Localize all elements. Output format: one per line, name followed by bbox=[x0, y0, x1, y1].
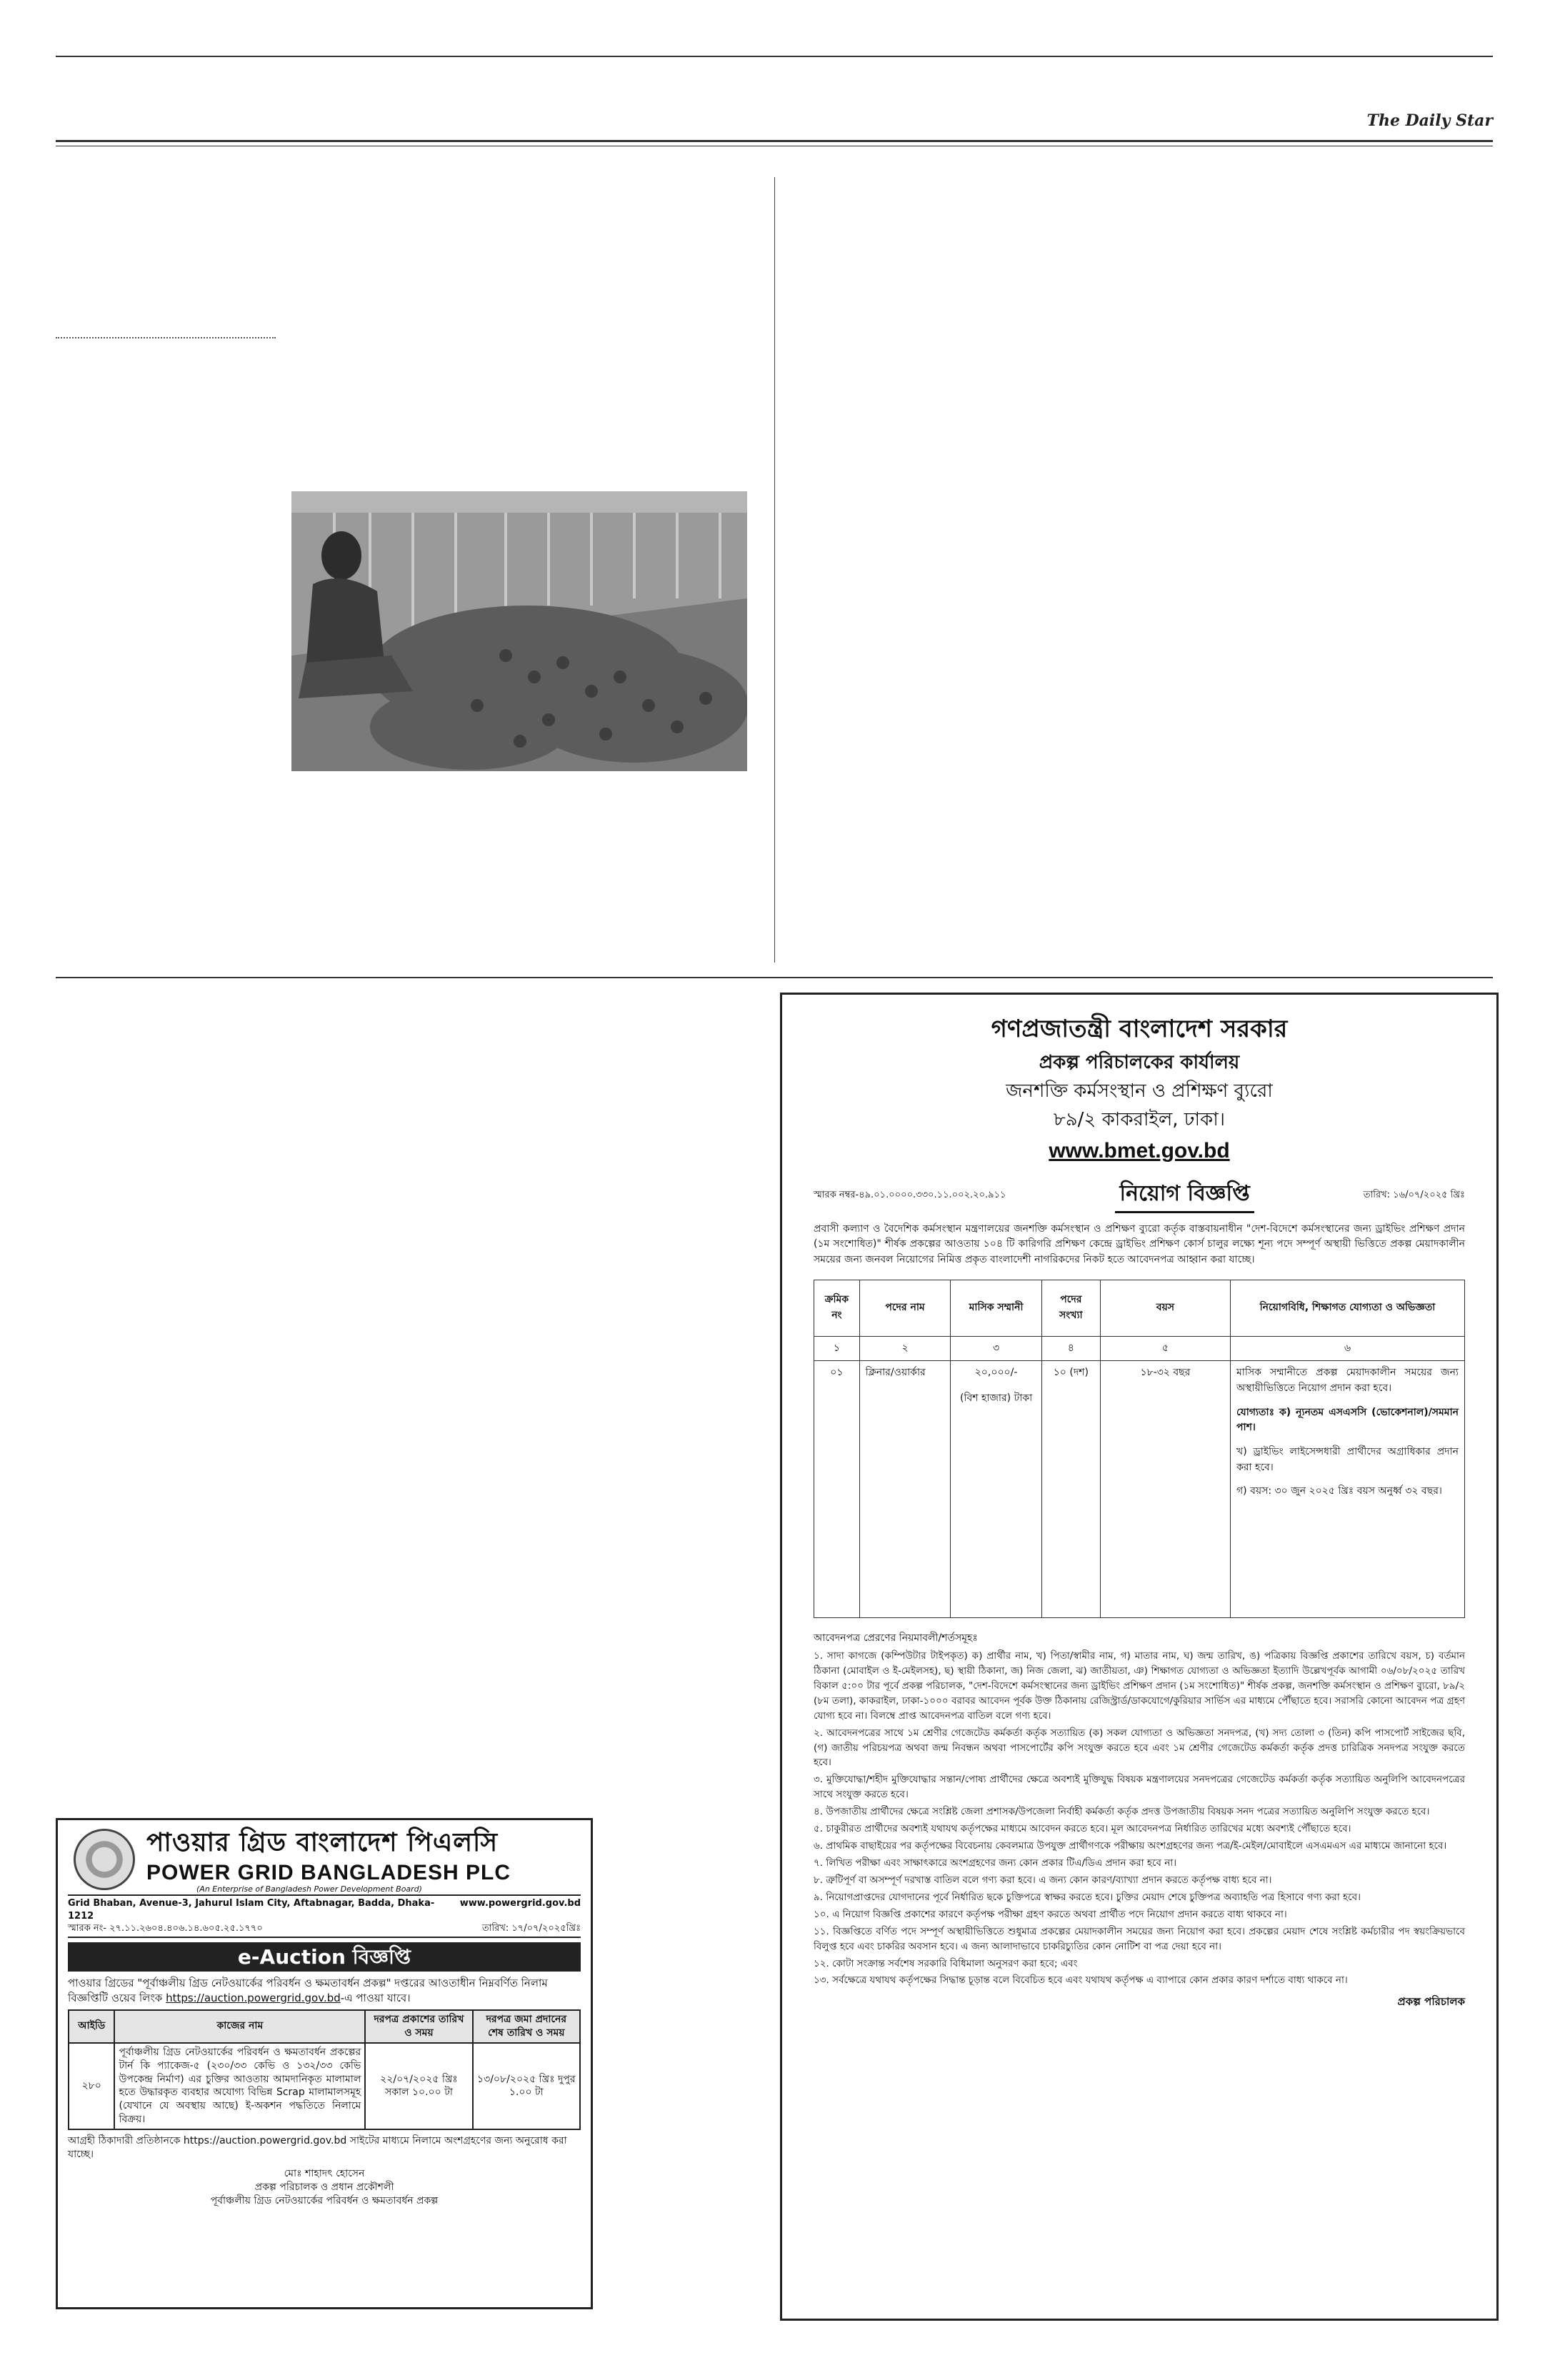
bmet-pay-words: (বিশ হাজার) টাকা bbox=[959, 1392, 1033, 1405]
bmet-col-pay: মাসিক সম্মানী bbox=[951, 1280, 1042, 1336]
bmet-signature: প্রকল্প পরিচালক bbox=[1397, 1995, 1465, 2009]
bmet-qual-b: খ) ড্রাইভিং লাইসেন্সধারী প্রার্থীদের অগ্রাধিকার প্রদান করা হবে। bbox=[1236, 1446, 1459, 1473]
bmet-website[interactable]: www.bmet.gov.bd bbox=[1049, 1138, 1230, 1163]
power-grid-memo: স্মারক নং- ২৭.১১.২৬০৪.৪০৬.১৪.৬০৫.২৫.১৭৭০ bbox=[68, 1923, 263, 1934]
list-item: ৩. মুক্তিযোদ্ধা/শহীদ মুক্তিযোদ্ধার সন্তান/পোষ্য প্রার্থীদের ক্ষেত্রে অবশ্যই মুক্তিযুদ্ধ বিষয়ক মন্ত্রণালয়ের সনদপত্রের গেজেটেড কর্মকর্তা কর্তৃক সত্যায়িত অনুলিপি আবেদনপত্রের সাথে সংযুক্ত করতে হবে। bbox=[814, 1774, 1465, 1801]
auction-table bbox=[68, 2009, 581, 2130]
power-grid-signature bbox=[68, 2167, 581, 2208]
power-grid-footer: আগ্রহী ঠিকাদারী প্রতিষ্ঠানকে https://auction.powergrid.gov.bd সাইটের মাধ্যমে নিলামে অংশগ্রহণের জন্য অনুরোধ করা যাচ্ছে। bbox=[68, 2135, 567, 2160]
power-grid-intro-text: পাওয়ার গ্রিডের "পূর্বাঞ্চলীয় গ্রিড নেটওয়ার্কের পরিবর্ধন ও ক্ষমতাবর্ধন প্রকল্প" দপ্তরের আওতাধীন নিম্নবর্ণিত নিলাম বিজ্ঞপ্তিটি ওয়েব লিংক bbox=[68, 1977, 548, 2004]
bmet-age: ১৮-৩২ বছর bbox=[1100, 1361, 1230, 1618]
column-divider bbox=[774, 177, 775, 963]
section-rule bbox=[56, 977, 1493, 978]
bmet-rule: মাসিক সম্মানীতে প্রকল্প মেয়াদকালীন সময়ের জন্য অস্থায়ীভিত্তিতে নিয়োগ প্রদান করা হবে। bbox=[1236, 1367, 1459, 1395]
auction-deadline: ১৩/০৮/২০২৫ খ্রিঃ দুপুর ১.০০ টা bbox=[473, 2043, 580, 2129]
power-grid-website: www.powergrid.gov.bd bbox=[459, 1898, 581, 1909]
list-item: ৪. উপজাতীয় প্রার্থীদের ক্ষেত্রে সংশ্লিষ্ট জেলা প্রশাসক/উপজেলা নির্বাহী কর্মকর্তা কর্তৃক প্রদত্ত উপজাতীয় বিষয়ক সনদ পত্রের সত্যায়িত অনুলিপি সংযুক্ত করতে হবে। bbox=[814, 1806, 1430, 1818]
bmet-table-header bbox=[814, 1280, 1465, 1336]
bmet-bureau-title: জনশক্তি কর্মসংস্থান ও প্রশিক্ষণ ব্যুরো bbox=[1006, 1080, 1273, 1102]
bmet-notice-title: নিয়োগ বিজ্ঞপ্তি bbox=[1115, 1178, 1254, 1213]
power-grid-subtitle: (An Enterprise of Bangladesh Power Development Board) bbox=[196, 1884, 422, 1894]
bmet-date: তারিখ: ১৬/০৭/২০২৫ খ্রিঃ bbox=[1363, 1189, 1465, 1200]
list-item: ৭. লিখিত পরীক্ষা এবং সাক্ষাৎকারে অংশগ্রহণের জন্য কোন প্রকার টিএ/ডিএ প্রদান করা হবে না। bbox=[814, 1857, 1177, 1869]
auction-link[interactable]: https://auction.powergrid.gov.bd bbox=[166, 1991, 341, 2004]
bmet-colnum-1: ১ bbox=[814, 1336, 860, 1361]
bmet-qual-c: গ) বয়স: ৩০ জুন ২০২৫ খ্রিঃ বয়স অনুর্ধ্ব ৩২ বছর। bbox=[1236, 1485, 1442, 1497]
bmet-col-age: বয়স bbox=[1100, 1280, 1230, 1336]
power-grid-auction-ad bbox=[56, 1818, 593, 2309]
bmet-memo: স্মারক নম্বর-৪৯.০১.০০০০.৩৩০.১১.০০২.২০.৯১১ bbox=[814, 1189, 1006, 1200]
signatory-title: প্রকল্প পরিচালক ও প্রধান প্রকৌশলী bbox=[254, 2181, 394, 2193]
list-item: ৫. চাকুরীরত প্রার্থীদের অবশ্যই যথাযথ কর্তৃপক্ষের মাধ্যমে আবেদন করতে হবে। মূল আবেদনপত্র নির্ধারিত তারিখের মধ্যে অবশ্যই পৌঁছাতে হবে। bbox=[814, 1823, 1351, 1835]
power-grid-intro bbox=[68, 1976, 581, 2005]
bmet-govt-title: গণপ্রজাতন্ত্রী বাংলাদেশ সরকার bbox=[991, 1015, 1288, 1043]
power-grid-address: Grid Bhaban, Avenue-3, Jahurul Islam City, Aftabnagar, Badda, Dhaka-1212 bbox=[68, 1898, 435, 1922]
bmet-colnum-5: ৫ bbox=[1100, 1336, 1230, 1361]
bmet-pay: ২০,০০০/- bbox=[974, 1367, 1018, 1379]
power-grid-intro-end: -এ পাওয়া যাবে। bbox=[340, 1991, 411, 2004]
auction-col-publish: দরপত্র প্রকাশের তারিখ ও সময় bbox=[365, 2010, 472, 2043]
short-dotted-rule bbox=[56, 337, 276, 338]
signatory-project: পূর্বাঞ্চলীয় গ্রিড নেটওয়ার্কের পরিবর্ধন ও ক্ষমতাবর্ধন প্রকল্প bbox=[210, 2194, 439, 2206]
power-grid-ref-line bbox=[68, 1922, 581, 1938]
bmet-recruitment-ad bbox=[780, 993, 1499, 2321]
list-item: ৬. প্রাথমিক বাছাইয়ের পর কর্তৃপক্ষের বিবেচনায় কেবলমাত্র উপযুক্ত প্রার্থীগণকে পরীক্ষায় অংশগ্রহণের জন্য পত্র/ই-মেইল/মোবাইলে এসএমএস এর মাধ্যমে জানানো হবে। bbox=[814, 1840, 1447, 1852]
bmet-conditions bbox=[814, 1649, 1465, 1988]
table-row bbox=[69, 2043, 580, 2129]
power-grid-header bbox=[68, 1826, 581, 1894]
list-item: ৮. ত্রুটিপূর্ণ বা অসম্পূর্ণ দরখাস্ত বাতিল বলে গণ্য করা হবে। এ জন্য কোন কারণ/ব্যাখ্যা প্রদান করতে কর্তৃপক্ষ বাধ্য হবে না। bbox=[814, 1874, 1272, 1886]
bmet-address: ৮৯/২ কাকরাইল, ঢাকা। bbox=[1053, 1109, 1226, 1131]
bmet-col-post: পদের নাম bbox=[859, 1280, 951, 1336]
auction-col-work: কাজের নাম bbox=[114, 2010, 365, 2043]
bmet-colnum-4: ৪ bbox=[1041, 1336, 1100, 1361]
auction-table-header bbox=[69, 2010, 580, 2043]
auction-id: ২৮০ bbox=[69, 2043, 114, 2129]
table-row bbox=[814, 1361, 1465, 1618]
bmet-conditions-title: আবেদনপত্র প্রেরণের নিয়মাবলী/শর্তসমূহঃ bbox=[814, 1632, 978, 1645]
list-item: ১০. এ নিয়োগ বিজ্ঞপ্তি প্রকাশের কারণে কর্তৃপক্ষ পরীক্ষা গ্রহণ করতে অথবা প্রার্থীত পদে নিয়োগ প্রদান করতে বাধ্য থাকবে না। bbox=[814, 1908, 1287, 1920]
list-item: ১৩. সর্বক্ষেত্রে যথাযথ কর্তৃপক্ষের সিদ্ধান্ত চূড়ান্ত বলে বিবেচিত হবে এবং যথাযথ কর্তৃপক্ষ এ ব্যাপারে কোন প্রকার কারণ দর্শাতে বাধ্য থাকবে না। bbox=[814, 1974, 1348, 1987]
masthead: The Daily Star bbox=[1366, 111, 1493, 130]
power-grid-date: তারিখ: ১৭/০৭/২০২৫খ্রিঃ bbox=[481, 1923, 581, 1934]
auction-col-deadline: দরপত্র জমা প্রদানের শেষ তারিখ ও সময় bbox=[473, 2010, 580, 2043]
bmet-qual-a: যোগ্যতাঃ ক) ন্যূনতম এসএসসি (ভোকেশনাল)/সমমান পাশ। bbox=[1236, 1406, 1459, 1434]
signatory-name: মোঃ শাহাদৎ হোসেন bbox=[284, 2167, 365, 2179]
auction-work: পূর্বাঞ্চলীয় গ্রিড নেটওয়ার্কের পরিবর্ধন ও ক্ষমতাবর্ধন প্রকল্পের টার্ন কি প্যাকেজ-৫ (২৩০/৩৩ কেভি ও ১৩২/৩৩ কেভি উপকেন্দ্র নির্মাণ) এর চুক্তির আওতায় আমদানিকৃত মালামাল হতে উদ্ধারকৃত ব্যবহার অযোগ্য বিভিন্ন Scrap মালামালসমূহ (যেখানে যে অবস্থায় আছে) ই-অকশন পদ্ধতিতে নিলামে বিক্রয়। bbox=[114, 2043, 365, 2129]
bmet-meta-line bbox=[814, 1178, 1465, 1213]
quail-farm-photo bbox=[291, 491, 747, 771]
power-grid-name-en: POWER GRID BANGLADESH PLC bbox=[146, 1861, 511, 1884]
list-item: ১২. কোটা সংক্রান্ত সর্বশেষ সরকারি বিধিমালা অনুসরণ করা হবে; এবং bbox=[814, 1957, 1078, 1969]
bmet-pay-cell bbox=[951, 1361, 1042, 1618]
bmet-intro: প্রবাসী কল্যাণ ও বৈদেশিক কর্মসংস্থান মন্ত্রণালয়ের জনশক্তি কর্মসংস্থান ও প্রশিক্ষণ ব্যুরো কর্তৃক বাস্তবায়নাধীন "দেশ-বিদেশে কর্মসংস্থানের জন্য ড্রাইভিং প্রশিক্ষণ প্রদান (১ম সংশোধিত)" শীর্ষক প্রকল্পের আওতায় ১০৪ টি কারিগরি প্রশিক্ষণ কেন্দ্রে ড্রাইভিং প্রশিক্ষণ কোর্স চালুর লক্ষ্যে শূন্য পদে সম্পূর্ণ অস্থায়ী ভিত্তিতে প্রকল্প মেয়াদকালীন সময়ের জন্য জনবল নিয়োগের নিমিত্ত প্রকৃত বাংলাদেশী নাগরিকদের নিকট হতে আবেদনপত্র আহ্বান করা যাচ্ছে। bbox=[814, 1222, 1465, 1265]
list-item: ১১. বিজ্ঞপ্তিতে বর্ণিত পদে সম্পূর্ণ অস্থায়ীভিত্তিতে শুধুমাত্র প্রকল্পের মেয়াদকালীন সময়ের জন্য নিয়োগ করা হবে। প্রকল্পের মেয়াদ শেষে সংশ্লিষ্ট কর্মচারীর পদ স্বয়ংক্রিয়ভাবে বিলুপ্ত হবে এবং চাকরির অবসান হবে। এ জন্য আলাদাভাবে চাকরিচ্যুতির কোন নোটিশ বা পত্র দেয়া হবে না। bbox=[814, 1925, 1465, 1952]
bmet-serial: ০১ bbox=[814, 1361, 860, 1618]
bmet-col-rules: নিয়োগবিধি, শিক্ষাগত যোগ্যতা ও অভিজ্ঞতা bbox=[1231, 1280, 1465, 1336]
bmet-colnum-2: ২ bbox=[859, 1336, 951, 1361]
bmet-office-title: প্রকল্প পরিচালকের কার্যালয় bbox=[1039, 1051, 1240, 1073]
bmet-count: ১০ (দশ) bbox=[1041, 1361, 1100, 1618]
news-photo bbox=[291, 491, 747, 771]
top-rule bbox=[56, 56, 1493, 57]
auction-col-id: আইডি bbox=[69, 2010, 114, 2043]
table-row bbox=[814, 1336, 1465, 1361]
power-grid-logo-icon bbox=[74, 1829, 135, 1890]
bmet-colnum-6: ৬ bbox=[1231, 1336, 1465, 1361]
power-grid-address-line bbox=[68, 1894, 581, 1922]
bmet-col-serial: ক্রমিক নং bbox=[814, 1280, 860, 1336]
header-rule-1 bbox=[56, 140, 1493, 142]
bmet-rules-cell bbox=[1231, 1361, 1465, 1618]
power-grid-name-bn: পাওয়ার গ্রিড বাংলাদেশ পিএলসি bbox=[146, 1828, 499, 1857]
list-item: ৯. নিয়োগপ্রাপ্তদের যোগদানের পূর্বে নির্ধারিত ছকে চুক্তিপত্রে স্বাক্ষর করতে হবে। চুক্তির মেয়াদ শেষে চুক্তিপত্র অব্যাহতি পত্র হিসাবে গণ্য করা হবে। bbox=[814, 1891, 1361, 1903]
bmet-post-table bbox=[814, 1280, 1465, 1619]
e-auction-banner: e-Auction বিজ্ঞপ্তি bbox=[68, 1942, 581, 1972]
list-item: ২. আবেদনপত্রের সাথে ১ম শ্রেণীর গেজেটেড কর্মকর্তা কর্তৃক সত্যায়িত (ক) সকল যোগ্যতা ও অভিজ্ঞতা সনদপত্র, (খ) সদ্য তোলা ৩ (তিন) কপি পাসপোর্ট সাইজের ছবি, (গ) জাতীয় পরিচয়পত্র অথবা জন্ম নিবন্ধন অথবা পাসপোর্টের কপি সংযুক্ত করতে হবে এবং ১ম শ্রেণীর গেজেটেড কর্মকর্তা কর্তৃক প্রদত্ত চারিত্রিক সনদপত্র সংযুক্ত করতে হবে। bbox=[814, 1727, 1465, 1769]
auction-publish: ২২/০৭/২০২৫ খ্রিঃ সকাল ১০.০০ টা bbox=[365, 2043, 472, 2129]
list-item: ১. সাদা কাগজে (কম্পিউটার টাইপকৃত) ক) প্রার্থীর নাম, খ) পিতা/স্বামীর নাম, গ) মাতার নাম, ঘ) জন্ম তারিখ, ঙ) পত্রিকায় বিজ্ঞপ্তি প্রকাশের তারিখে বয়স, চ) বর্তমান ঠিকানা (মোবাইল ও ই-মেইলসহ), ছ) স্থায়ী ঠিকানা, জ) নিজ জেলা, ঝ) জাতীয়তা, ঞ) শিক্ষাগত যোগ্যতা ও অভিজ্ঞতা ইত্যাদি উল্লেখপূর্বক আগামী ০৬/০৮/২০২৫ তারিখ বিকাল ৫:০০ টার পূর্বে প্রকল্প পরিচালক, "দেশ-বিদেশে কর্মসংস্থানের জন্য ড্রাইভিং প্রশিক্ষণ প্রদান (১ম সংশোধিত)" শীর্ষক প্রকল্প, জনশক্তি কর্মসংস্থান ও প্রশিক্ষণ ব্যুরো, ৮৯/২ (৮ম তলা), কাকরাইল, ঢাকা-১০০০ বরাবর আবেদন পূর্বক উক্ত ঠিকানায় রেজিস্ট্রার্ড/ডাকযোগে/কুরিয়ার সার্ভিস এর মাধ্যমে পৌঁছাতে হবে। সরাসরি কোনো আবেদন পত্র গ্রহণ যোগ্য হবে না। বিলম্বে প্রাপ্ত আবেদনপত্র বাতিল বলে গণ্য হবে। bbox=[814, 1650, 1465, 1722]
bmet-colnum-3: ৩ bbox=[951, 1336, 1042, 1361]
bmet-col-count: পদের সংখ্যা bbox=[1041, 1280, 1100, 1336]
bmet-post: ক্লিনার/ওয়ার্কার bbox=[859, 1361, 951, 1618]
